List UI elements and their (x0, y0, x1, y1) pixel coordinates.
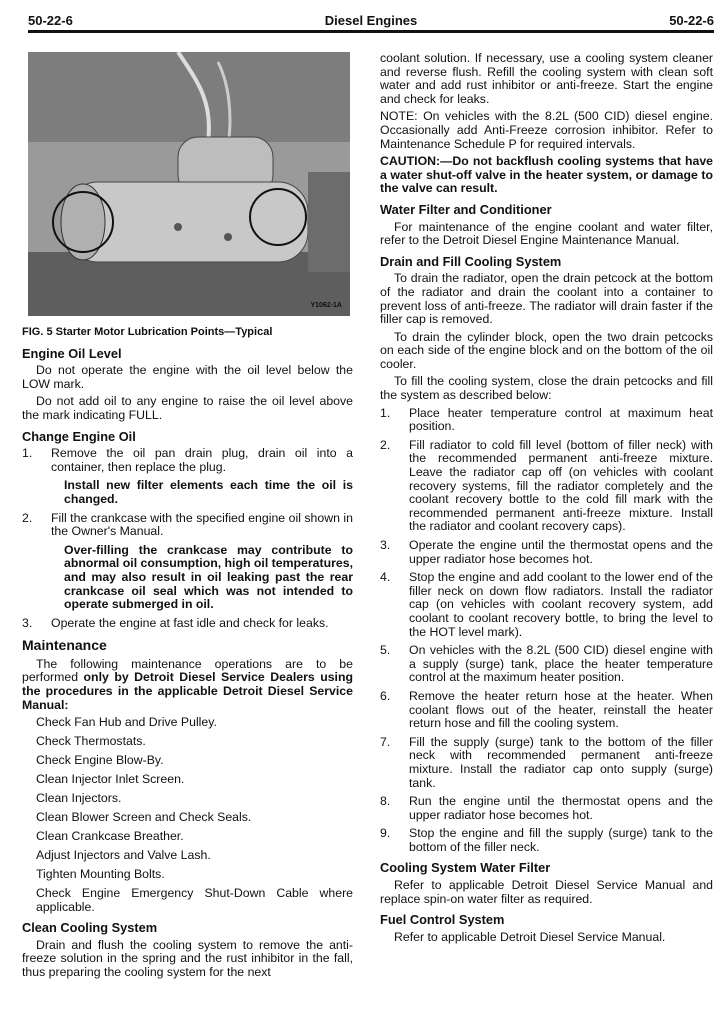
checklist-item: Clean Injectors. (36, 791, 122, 806)
list-item: 2. Fill radiator to cold fill level (bottom of filler neck) with the recommended permanent anti-freeze mixture. Leave the radiator cap off (on vehicles with coolant recovery systems, fill the radiator completely and the coolant recovery bottle to the cold fill mark with the recommended permanent anti-freeze mixture. Install the radiator and coolant recovery caps). (380, 437, 713, 534)
fill-steps (380, 407, 713, 855)
paragraph: Refer to applicable Detroit Diesel Service Manual. (394, 929, 666, 944)
heading-maintenance: Maintenance (22, 637, 107, 654)
section-title: Diesel Engines (324, 13, 418, 28)
heading-fuel-control: Fuel Control System (380, 912, 505, 928)
maintenance-checklist (22, 716, 353, 914)
warning-note: Install new filter elements each time the oil is changed. (64, 478, 353, 506)
page-number-right: 50-22-6 (669, 13, 714, 28)
heading-cooling-water-filter: Cooling System Water Filter (380, 860, 551, 876)
checklist-item: Tighten Mounting Bolts. (36, 867, 165, 882)
figure-caption: FIG. 5 Starter Motor Lubrication Points—Typical (22, 326, 273, 338)
list-item: 9. Stop the engine and fill the supply (surge) tank to the bottom of the filler neck. (380, 826, 713, 854)
checklist-item: Check Engine Emergency Shut-Down Cable where applicable. (36, 886, 353, 914)
heading-clean-cooling-system: Clean Cooling System (22, 920, 158, 936)
heading-engine-oil-level: Engine Oil Level (22, 345, 122, 361)
list-item: 3. Operate the engine at fast idle and check for leaks. (22, 615, 329, 630)
list-item: 7. Fill the supply (surge) tank to the bottom of the filler neck with recommended permanent anti-freeze mixture. Install the radiator cap onto supply (surge) tank. (380, 734, 713, 790)
list-item: 8. Run the engine until the thermostat opens and the upper radiator hose becomes hot. (380, 794, 713, 822)
caution: CAUTION:—Do not backflush cooling systems that have a water shut-off valve in the heater system, or damage to the valve can result. (380, 154, 713, 196)
list-item: 5. On vehicles with the 8.2L (500 CID) diesel engine with a supply (surge) tank, place the heater temperature control at the maximum heater position. (380, 643, 713, 685)
heading-water-filter: Water Filter and Conditioner (380, 201, 552, 217)
checklist-item: Clean Injector Inlet Screen. (36, 772, 185, 787)
checklist-item: Check Fan Hub and Drive Pulley. (36, 715, 217, 730)
figure-id: Y1062-1A (310, 302, 342, 310)
page-number-left: 50-22-6 (28, 13, 73, 28)
checklist-item: Adjust Injectors and Valve Lash. (36, 848, 211, 863)
paragraph: To drain the cylinder block, open the two drain petcocks on each side of the engine block and on the bottom of the oil cooler. (380, 329, 713, 371)
paragraph: To drain the radiator, open the drain petcock at the bottom of the radiator and drain the coolant into a container to prevent loss of anti-freeze. The radiator will drain faster if the filler cap is removed. (380, 271, 713, 327)
checklist-item: Check Thermostats. (36, 734, 146, 749)
checklist-item: Check Engine Blow-By. (36, 753, 164, 768)
header-rule (28, 30, 714, 33)
right-column (380, 52, 713, 948)
paragraph: For maintenance of the engine coolant and water filter, refer to the Detroit Diesel Engine Maintenance Manual. (380, 219, 713, 248)
list-item: 1. Place heater temperature control at maximum heat position. (380, 405, 713, 434)
paragraph: Do not operate the engine with the oil level below the LOW mark. (22, 363, 353, 391)
paragraph: Drain and flush the cooling system to remove the anti-freeze solution in the spring and the rust inhibitor in the fall, thus preparing the cooling system for the next (22, 937, 353, 980)
heading-change-engine-oil: Change Engine Oil (22, 428, 136, 444)
paragraph: The following maintenance operations are to be performed only by Detroit Diesel Service Dealers using the procedures in the applicable Detroit Diesel Service Manual: (22, 656, 353, 712)
paragraph: coolant solution. If necessary, use a cooling system cleaner and reverse flush. Refill the cooling system with clean soft water and add rust inhibitor or anti-freeze. Start the engine and check for leaks. (380, 51, 713, 106)
starter-motor-illustration (28, 52, 350, 316)
paragraph: Do not add oil to any engine to raise the oil level above the mark indicating FULL. (22, 394, 353, 422)
list-item: 4. Stop the engine and add coolant to the lower end of the filler neck on down flow radiators. Install the radiator cap (on vehicles with coolant recovery system, add coolant to coolant recovery bottle, to bring the level to the HOT level mark). (380, 570, 713, 639)
list-item: 3. Operate the engine until the thermostat opens and the upper radiator hose becomes hot. (380, 538, 713, 566)
list-item: 2. Fill the crankcase with the specified engine oil shown in the Owner's Manual. (22, 510, 353, 539)
heading-drain-fill: Drain and Fill Cooling System (380, 253, 562, 269)
starter-motor-photo (28, 52, 350, 316)
left-column (22, 52, 353, 984)
paragraph: To fill the cooling system, close the drain petcocks and fill the system as described below: (380, 374, 713, 403)
note: NOTE: On vehicles with the 8.2L (500 CID) diesel engine. Occasionally add Anti-Freeze corrosion inhibitor. Refer to Maintenance Schedule P for required intervals. (380, 109, 713, 151)
page-header (28, 10, 714, 32)
checklist-item: Clean Crankcase Breather. (36, 829, 184, 844)
checklist-item: Clean Blower Screen and Check Seals. (36, 810, 252, 825)
list-item: 6. Remove the heater return hose at the heater. When coolant flows out of the heater, reinstall the heater return hose and fill the cooling system. (380, 688, 713, 731)
warning-note: Over-filling the crankcase may contribute to abnormal oil consumption, high oil temperatures, and may also result in oil leaking past the rear crankcase oil seal which was not intended to operate submerged in oil. (64, 542, 354, 612)
paragraph: Refer to applicable Detroit Diesel Service Manual and replace spin-on water filter as required. (380, 878, 713, 906)
list-item: 1. Remove the oil pan drain plug, drain oil into a container, then replace the plug. (22, 446, 353, 474)
